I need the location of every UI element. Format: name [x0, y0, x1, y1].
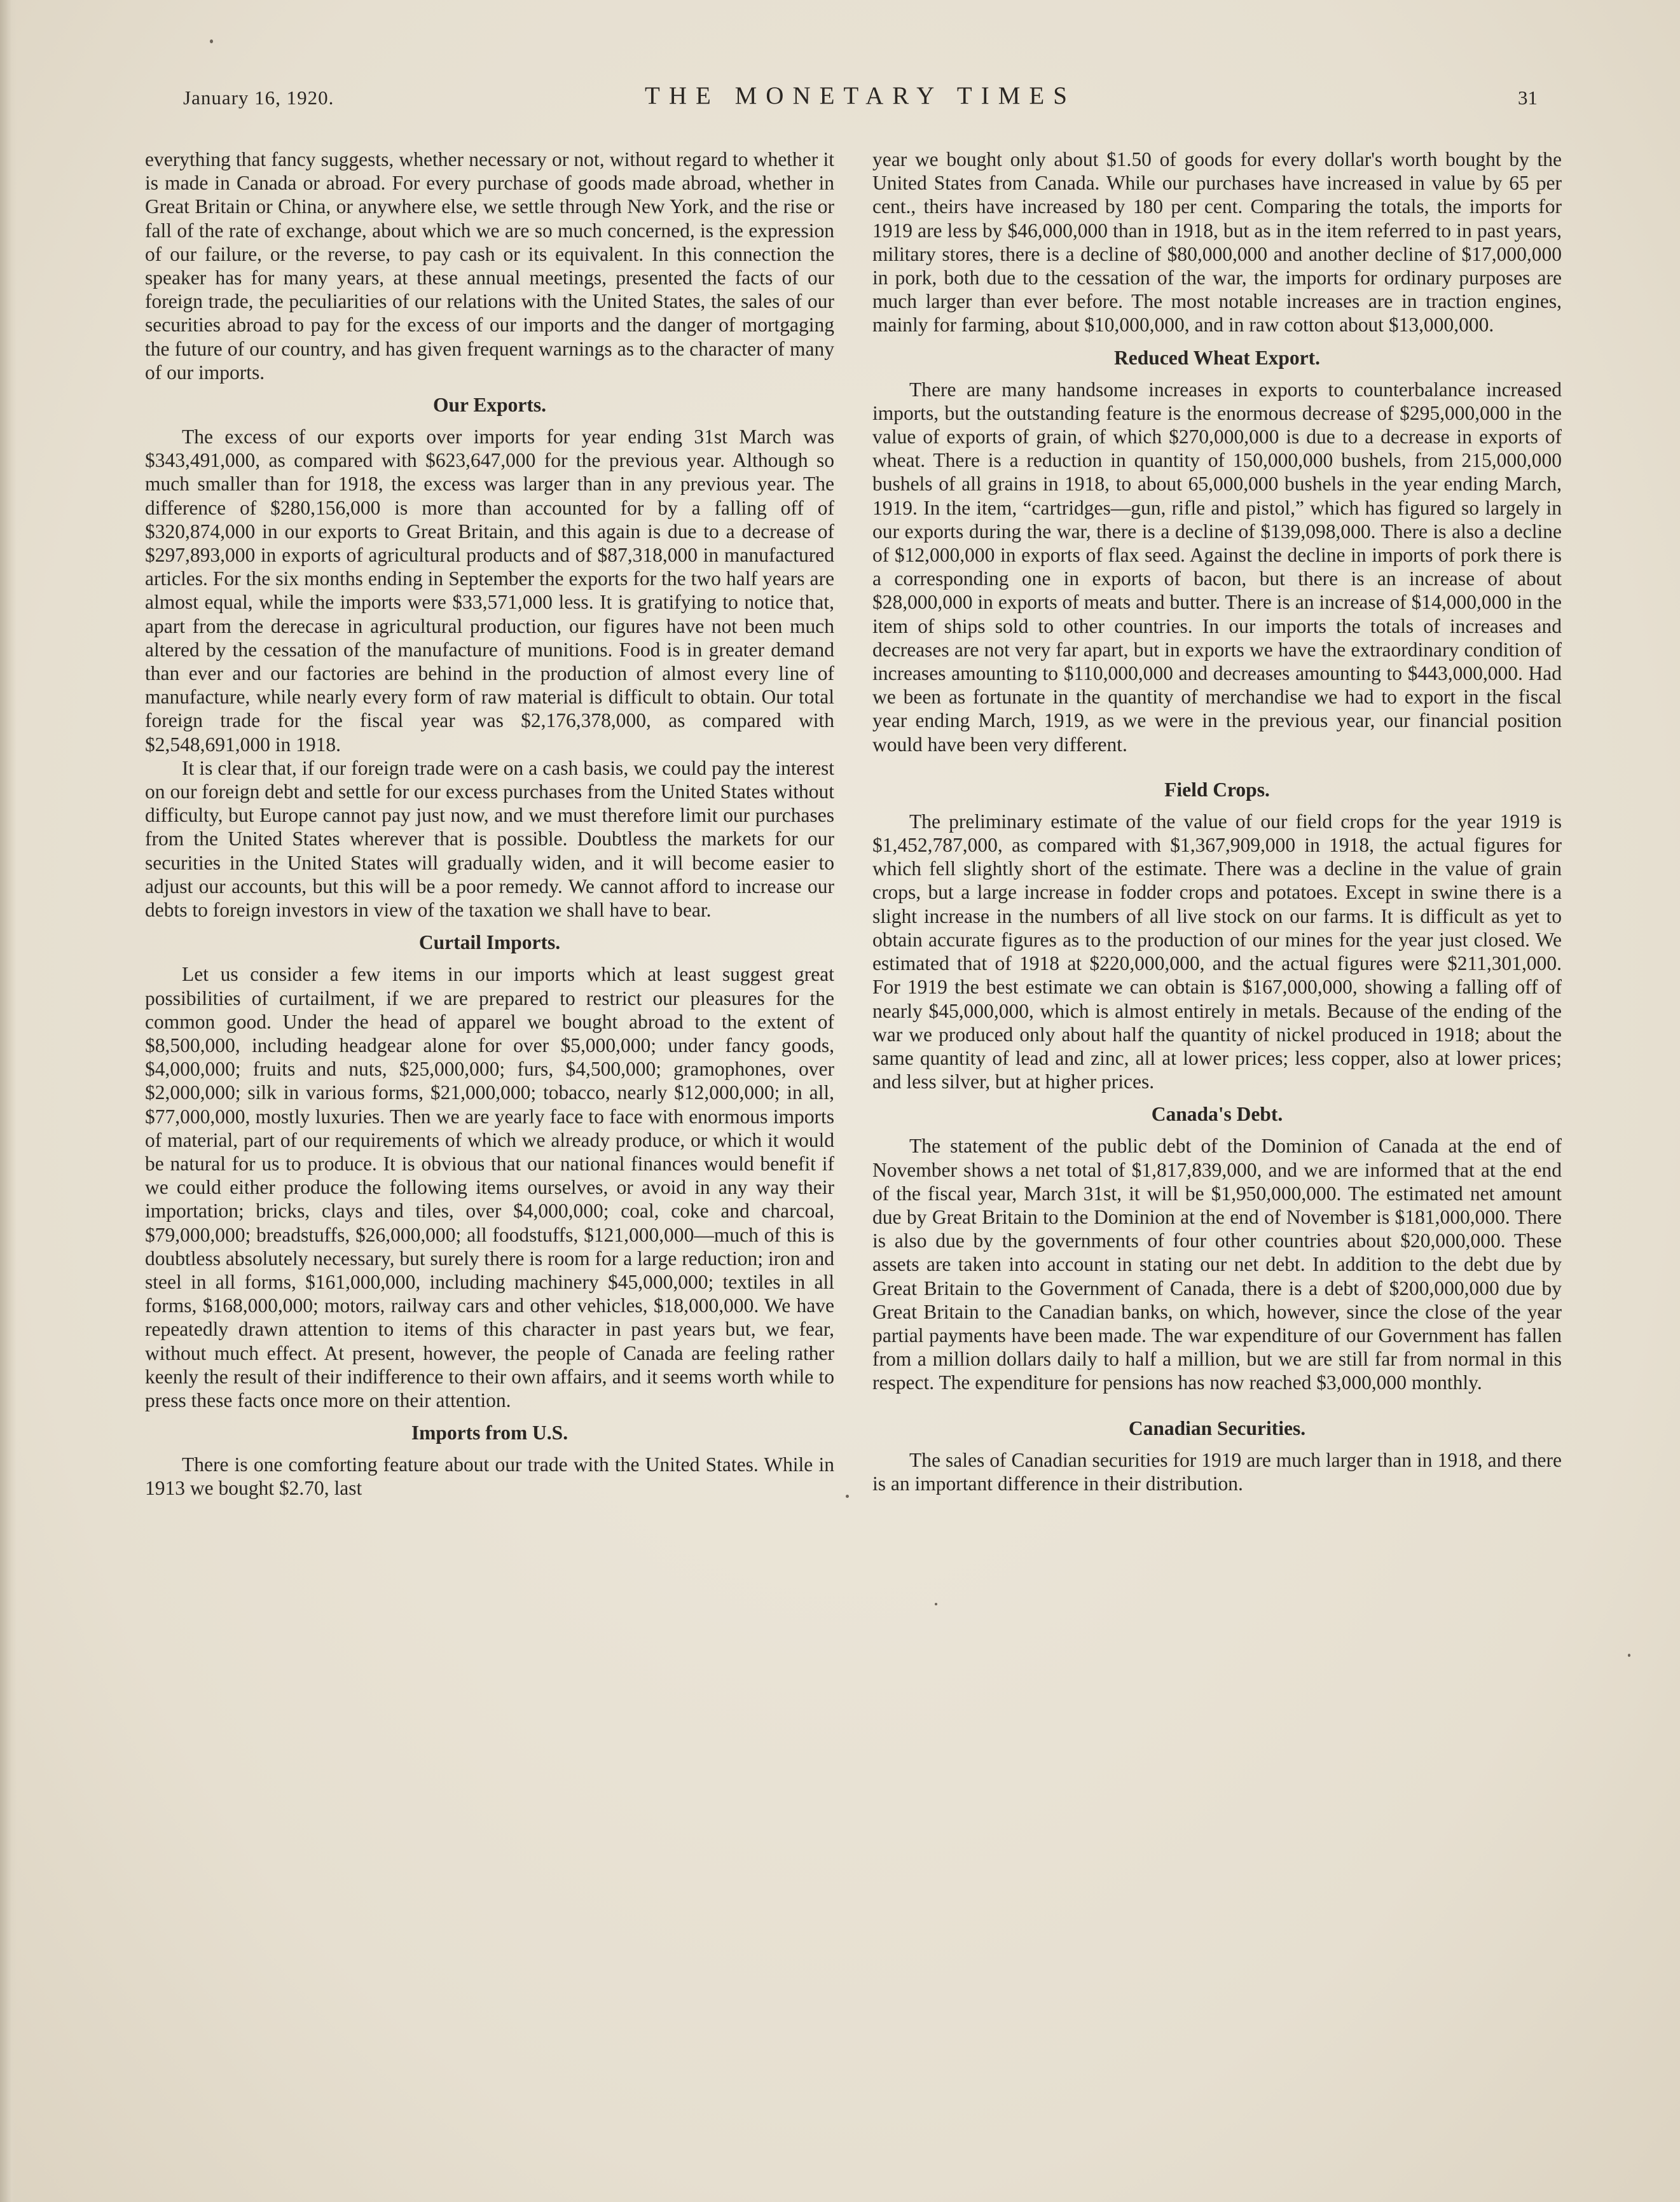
- binding-edge: [0, 0, 17, 2202]
- left-paragraph-2: The excess of our exports over imports for year ending 31st March was $343,491,000, as compared with $623,647,000 for the previous year. Although so much smaller than for 1918, the excess was larger than in any previous year. The difference of $280,156,000 is more than accounted for by a falling off of $320,874,000 in our exports to Great Britain, and this again is due to a decrease of $297,893,000 in exports of agricultural products and of $87,318,000 in manufactured articles. For the six months ending in September the exports for the two half years are almost equal, while the imports were $33,571,000 less. It is gratifying to notice that, apart from the derecase in agricultural production, our figures have not been much altered by the cessation of the manufacture of munitions. Food is in greater demand than ever and our factories are behind in the production of almost every line of manufacture, while nearly every form of raw material is difficult to obtain. Our total foreign trade for the fiscal year was $2,176,378,000, as compared with $2,548,691,000 in 1918.: [145, 426, 834, 756]
- paper-speck: [935, 1603, 937, 1605]
- left-paragraph-5: There is one comforting feature about our trade with the United States. While in 1913 we bought $2.70, last: [145, 1453, 834, 1500]
- paper-speck: [846, 1495, 849, 1498]
- right-column: [872, 148, 1562, 1495]
- heading-reduced-wheat-export: Reduced Wheat Export.: [1113, 346, 1321, 369]
- issue-date: January 16, 1920.: [183, 87, 334, 109]
- paper-speck: [1628, 1654, 1630, 1657]
- heading-canadas-debt: Canada's Debt.: [1151, 1103, 1283, 1126]
- heading-imports-from-us: Imports from U.S.: [411, 1422, 568, 1444]
- heading-curtail-imports: Curtail Imports.: [418, 931, 561, 954]
- right-paragraph-4: The statement of the public debt of the Dominion of Canada at the end of November shows a net total of $1,817,839,000, and we are informed that at the end of the fiscal year, March 31st, it will be $1,950,000,000. The estimated net amount due by Great Britain to the Dominion at the end of November is $181,000,000. There is also due by the governments of four other countries about $20,000,000. These assets are taken into account in stating our net debt. In addition to the debt due by Great Britain to the Government of Canada, there is a debt of $200,000,000 due by Great Britain to the Canadian banks, on which, however, since the close of the year partial payments have been made. The war expenditure of our Government has fallen from a million dollars daily to half a million, but we are still far from normal in this respect. The expenditure for pensions has now reached $3,000,000 monthly.: [872, 1135, 1562, 1394]
- heading-our-exports: Our Exports.: [433, 394, 546, 417]
- left-paragraph-4: Let us consider a few items in our imports which at least suggest great possibilities of curtailment, if we are prepared to restrict our pleasures for the common good. Under the head of apparel we bought abroad to the extent of $8,500,000, including headgear alone for over $5,000,000; under fancy goods, $4,000,000; fruits and nuts, $25,000,000; furs, $4,500,000; gramophones, over $2,000,000; silk in various forms, $21,000,000; tobacco, nearly $12,000,000; in all, $77,000,000, mostly luxuries. Then we are yearly face to face with enormous imports of material, part of our requirements of which we already produce, or which it would be natural for us to produce. It is obvious that our national finances would benefit if we could either produce the following items ourselves, or avoid in any way their importation; bricks, clays and tiles, over $4,000,000; coal, coke and charcoal, $79,000,000; breadstuffs, $26,000,000; all foodstuffs, $121,000,000—much of this is doubtless absolutely necessary, but surely there is room for a large reduction; iron and steel in all forms, $161,000,000, including machinery $45,000,000; textiles in all forms, $168,000,000; motors, railway cars and other vehicles, $18,000,000. We have repeatedly drawn attention to items of this character in past years but, we fear, without much effect. At present, however, the people of Canada are feeling rather keenly the result of their indifference to their own affairs, and it seems worth while to press these facts once more on their attention.: [145, 963, 834, 1411]
- left-paragraph-1: everything that fancy suggests, whether necessary or not, without regard to whether it is made in Canada or abroad. For every purchase of goods made abroad, whether in Great Britain or China, or anywhere else, we settle through New York, and the rise or fall of the rate of exchange, about which we are so much concerned, is the expression of our failure, or the reverse, to pay cash or its equivalent. In this connection the speaker has for many years, at these annual meetings, presented the facts of our foreign trade, the peculiarities of our relations with the United States, the sales of our securities abroad to pay for the excess of our imports and the danger of mortgaging the future of our country, and has given frequent warnings as to the character of many of our imports.: [145, 148, 834, 384]
- paper-speck: [210, 39, 213, 43]
- right-paragraph-5: The sales of Canadian securities for 1919 are much larger than in 1918, and there is an important difference in their distribution.: [872, 1448, 1562, 1495]
- left-column: [145, 148, 834, 1500]
- heading-canadian-securities: Canadian Securities.: [1128, 1416, 1306, 1439]
- publication-title: THE MONETARY TIMES: [645, 82, 1076, 109]
- left-paragraph-3: It is clear that, if our foreign trade were on a cash basis, we could pay the interest on our foreign debt and settle for our excess purchases from the United States without difficulty, but Europe cannot pay just now, and we must therefore limit our purchases from the United States wherever that is possible. Doubtless the markets for our securities in the United States will gradually widen, and it will become easier to adjust our accounts, but this will be a poor remedy. We cannot afford to increase our debts to foreign investors in view of the taxation we shall have to bear.: [145, 756, 834, 922]
- right-paragraph-1: year we bought only about $1.50 of goods for every dollar's worth bought by the United States from Canada. While our purchases have increased in value by 65 per cent., theirs have increased by 180 per cent. Comparing the totals, the imports for 1919 are less by $46,000,000 than in 1918, but as in the item referred to in past years, military stores, there is a decline of $80,000,000 and another decline of $17,000,000 in pork, both due to the cessation of the war, the imports for ordinary purposes are much larger than ever before. The most notable increases are in traction engines, mainly for farming, about $10,000,000, and in raw cotton about $13,000,000.: [872, 148, 1562, 336]
- page-header: [183, 81, 1538, 120]
- right-paragraph-2: There are many handsome increases in exports to counterbalance increased imports, but the outstanding feature is the enormous decrease of $295,000,000 in the value of exports of grain, of which $270,000,000 is due to a decrease in exports of wheat. There is a reduction in quantity of 150,000,000 bushels, from 215,000,000 bushels of all grains in 1918, to about 65,000,000 bushels in the year ending March, 1919. In the item, “cartridges—gun, rifle and pistol,” which has figured so largely in our exports during the war, there is a decline of $139,098,000. There is also a decline of $12,000,000 in exports of flax seed. Against the decline in imports of pork there is a corresponding one in exports of bacon, but there is an increase of about $28,000,000 in exports of meats and butter. There is an increase of $14,000,000 in the item of ships sold to other countries. In our imports the totals of increases and decreases are not very far apart, but in exports we have the extraordinary condition of increases amounting to $110,000,000 and decreases amounting to $443,000,000. Had we been as fortunate in the quantity of merchandise we had to export in the fiscal year ending March, 1919, as we were in the previous year, our financial position would have been very different.: [872, 378, 1562, 756]
- heading-field-crops: Field Crops.: [1164, 778, 1270, 801]
- right-paragraph-3: The preliminary estimate of the value of our field crops for the year 1919 is $1,452,787,000, as compared with $1,367,909,000 in 1918, the actual figures for which fell slightly short of the estimate. There was a decline in the value of grain crops, but a large increase in fodder crops and potatoes. Except in swine there is a slight increase in the numbers of all live stock on our farms. It is difficult as yet to obtain accurate figures as to the production of our mines for the year just closed. We estimated that of 1918 at $220,000,000, and the actual figures were $211,301,000. For 1919 the best estimate we can obtain is $167,000,000, showing a falling off of nearly $45,000,000, which is almost entirely in metals. Because of the ending of the war we produced only about half the quantity of nickel produced in 1918; about the same quantity of lead and zinc, all at lower prices; less copper, also at lower prices; and less silver, but at higher prices.: [872, 810, 1562, 1093]
- page-number: 31: [1518, 87, 1538, 109]
